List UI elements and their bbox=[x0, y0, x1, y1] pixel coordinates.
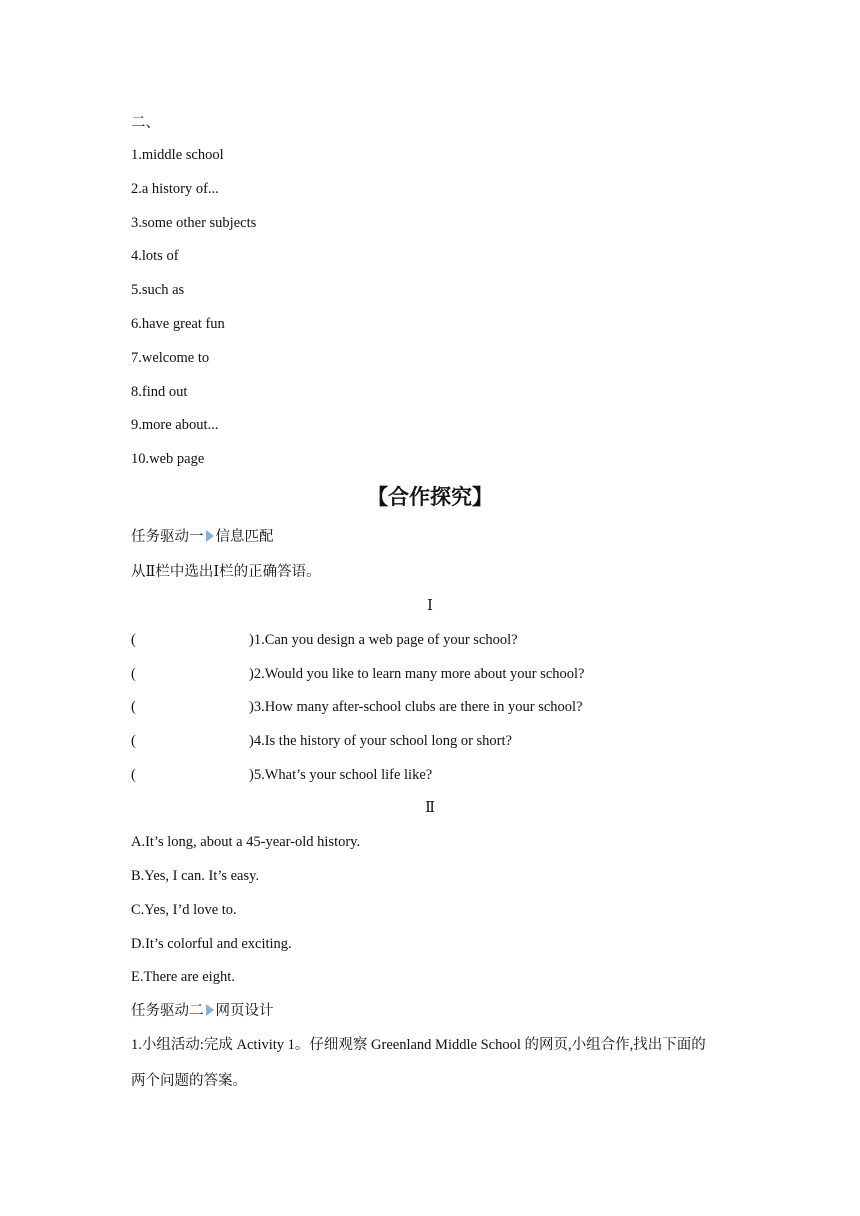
answer-blank: ( bbox=[131, 767, 136, 783]
section-label: 二、 bbox=[131, 115, 160, 131]
phrase-item: 1.middle school bbox=[131, 147, 224, 163]
answer-option: A.It’s long, about a 45-year-old history. bbox=[131, 834, 361, 850]
question-text: )2.Would you like to learn many more about your school? bbox=[249, 666, 585, 682]
phrase-item: 8.find out bbox=[131, 384, 188, 400]
phrase-item: 5.such as bbox=[131, 282, 185, 298]
task2-title bbox=[131, 1002, 274, 1020]
phrase-item: 6.have great fun bbox=[131, 316, 225, 332]
task2-title-prefix: 任务驱动二 bbox=[131, 1003, 204, 1019]
task2-title-suffix: 网页设计 bbox=[215, 1003, 274, 1019]
answer-blank: ( bbox=[131, 632, 136, 648]
question-text: )4.Is the history of your school long or short? bbox=[249, 733, 512, 749]
question-text: )3.How many after-school clubs are there in your school? bbox=[249, 699, 583, 715]
answer-option: C.Yes, I’d love to. bbox=[131, 902, 237, 918]
phrase-item: 4.lots of bbox=[131, 248, 179, 264]
answer-option: B.Yes, I can. It’s easy. bbox=[131, 868, 260, 884]
answer-option: E.There are eight. bbox=[131, 969, 235, 985]
task1-title bbox=[131, 528, 274, 546]
answer-blank: ( bbox=[131, 666, 136, 682]
section-heading: 【合作探究】 bbox=[367, 485, 493, 509]
answer-option: D.It’s colorful and exciting. bbox=[131, 936, 292, 952]
right-arrow-icon bbox=[205, 1003, 215, 1017]
activity-text-line2: 两个问题的答案。 bbox=[131, 1073, 247, 1089]
activity-text-line1: 1.小组活动:完成 Activity 1。仔细观察 Greenland Middle School 的网页,小组合作,找出下面的 bbox=[131, 1037, 706, 1053]
phrase-item: 3.some other subjects bbox=[131, 215, 257, 231]
column-one-label: Ⅰ bbox=[427, 598, 433, 614]
phrase-item: 7.welcome to bbox=[131, 350, 210, 366]
task1-instruction: 从Ⅱ栏中选出Ⅰ栏的正确答语。 bbox=[131, 564, 321, 580]
task1-title-suffix: 信息匹配 bbox=[215, 529, 274, 545]
phrase-item: 10.web page bbox=[131, 451, 205, 467]
phrase-item: 9.more about... bbox=[131, 417, 219, 433]
task1-title-prefix: 任务驱动一 bbox=[131, 529, 204, 545]
answer-blank: ( bbox=[131, 733, 136, 749]
question-text: )5.What’s your school life like? bbox=[249, 767, 433, 783]
question-text: )1.Can you design a web page of your school? bbox=[249, 632, 518, 648]
phrase-item: 2.a history of... bbox=[131, 181, 219, 197]
right-arrow-icon bbox=[205, 529, 215, 543]
column-two-label: Ⅱ bbox=[425, 800, 435, 816]
answer-blank: ( bbox=[131, 699, 136, 715]
